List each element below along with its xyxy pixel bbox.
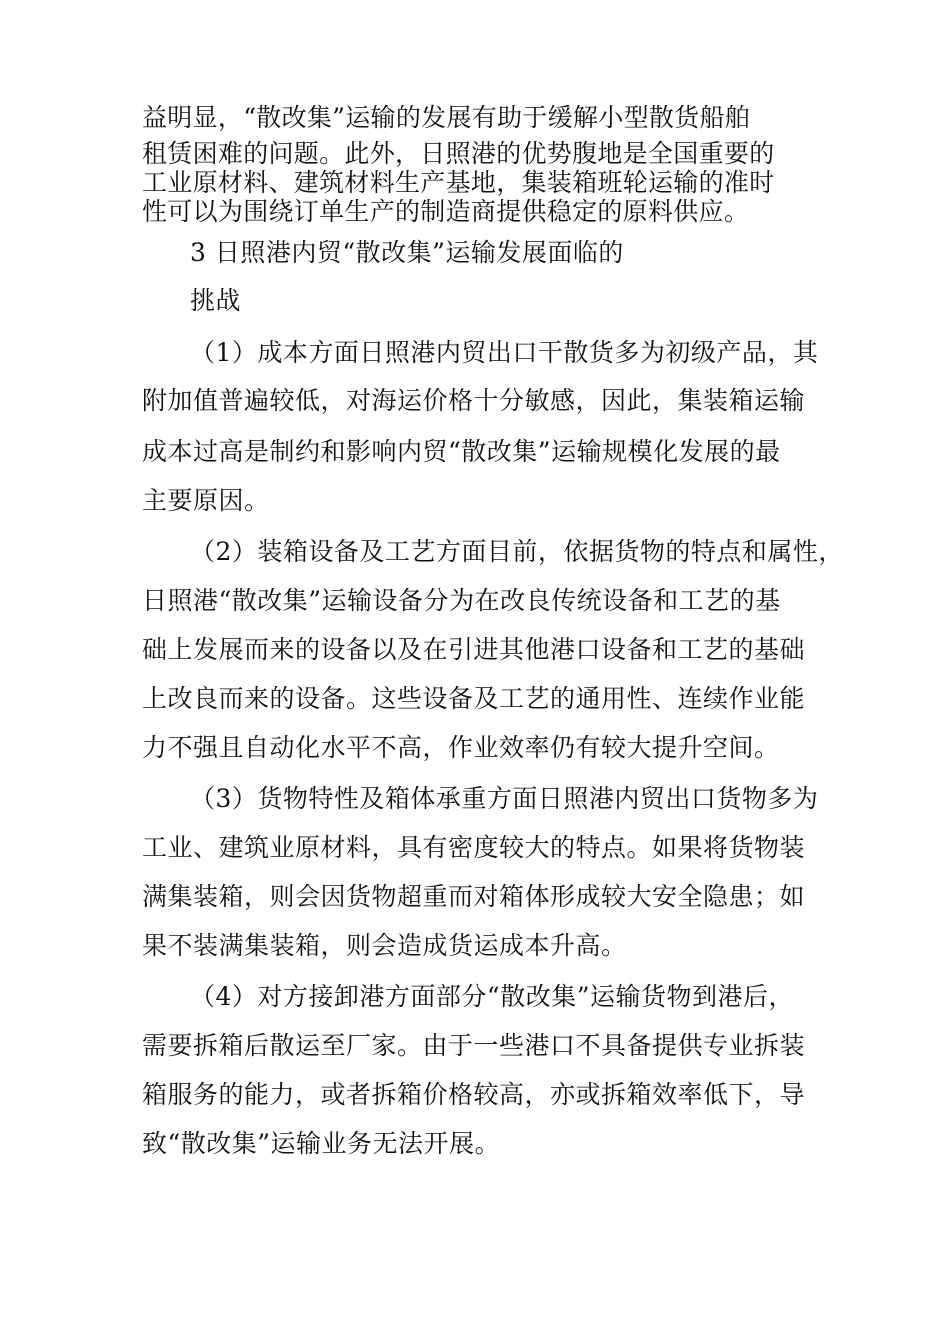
paragraph-line: 附加值普遍较低，对海运价格十分敏感，因此，集装箱运输 [142, 386, 806, 415]
paragraph-line: 主要原因。 [142, 486, 270, 515]
paragraph-line: （3）货物特性及箱体承重方面日照港内贸出口货物多为 [190, 784, 819, 813]
paragraph-line: 箱服务的能力，或者拆箱价格较高，亦或拆箱效率低下，导 [142, 1080, 806, 1109]
paragraph-line: 果不装满集装箱，则会造成货运成本升高。 [142, 931, 627, 960]
paragraph-line: （4）对方接卸港方面部分“散改集”运输货物到港后， [190, 982, 794, 1011]
intro-line: 益明显，“散改集”运输的发展有助于缓解小型散货船舶 [142, 103, 751, 132]
paragraph-line: 础上发展而来的设备以及在引进其他港口设备和工艺的基础 [142, 635, 806, 664]
paragraph-line: （2）装箱设备及工艺方面目前，依据货物的特点和属性， [190, 537, 844, 566]
paragraph-line: 日照港“散改集”运输设备分为在改良传统设备和工艺的基 [142, 586, 781, 615]
paragraph-line: 工业、建筑业原材料，具有密度较大的特点。如果将货物装 [142, 833, 806, 862]
paragraph-line: 力不强且自动化水平不高，作业效率仍有较大提升空间。 [142, 733, 780, 762]
section-heading: 3 日照港内贸“散改集”运输发展面临的 [190, 238, 624, 267]
section-heading-continuation: 挑战 [190, 286, 242, 315]
paragraph-line: 需要拆箱后散运至厂家。由于一些港口不具备提供专业拆装 [142, 1031, 806, 1060]
paragraph-line: 致“散改集”运输业务无法开展。 [142, 1129, 501, 1158]
intro-line: 工业原材料、建筑材料生产基地，集装箱班轮运输的准时 [142, 168, 775, 197]
intro-line: 租赁困难的问题。此外，日照港的优势腹地是全国重要的 [142, 139, 775, 168]
paragraph-line: 成本过高是制约和影响内贸“散改集”运输规模化发展的最 [142, 437, 781, 466]
paragraph-line: 满集装箱，则会因货物超重而对箱体形成较大安全隐患；如 [142, 882, 806, 911]
intro-line: 性可以为围绕订单生产的制造商提供稳定的原料供应。 [142, 197, 750, 226]
paragraph-line: （1）成本方面日照港内贸出口干散货多为初级产品，其 [190, 338, 819, 367]
paragraph-line: 上改良而来的设备。这些设备及工艺的通用性、连续作业能 [142, 684, 806, 713]
